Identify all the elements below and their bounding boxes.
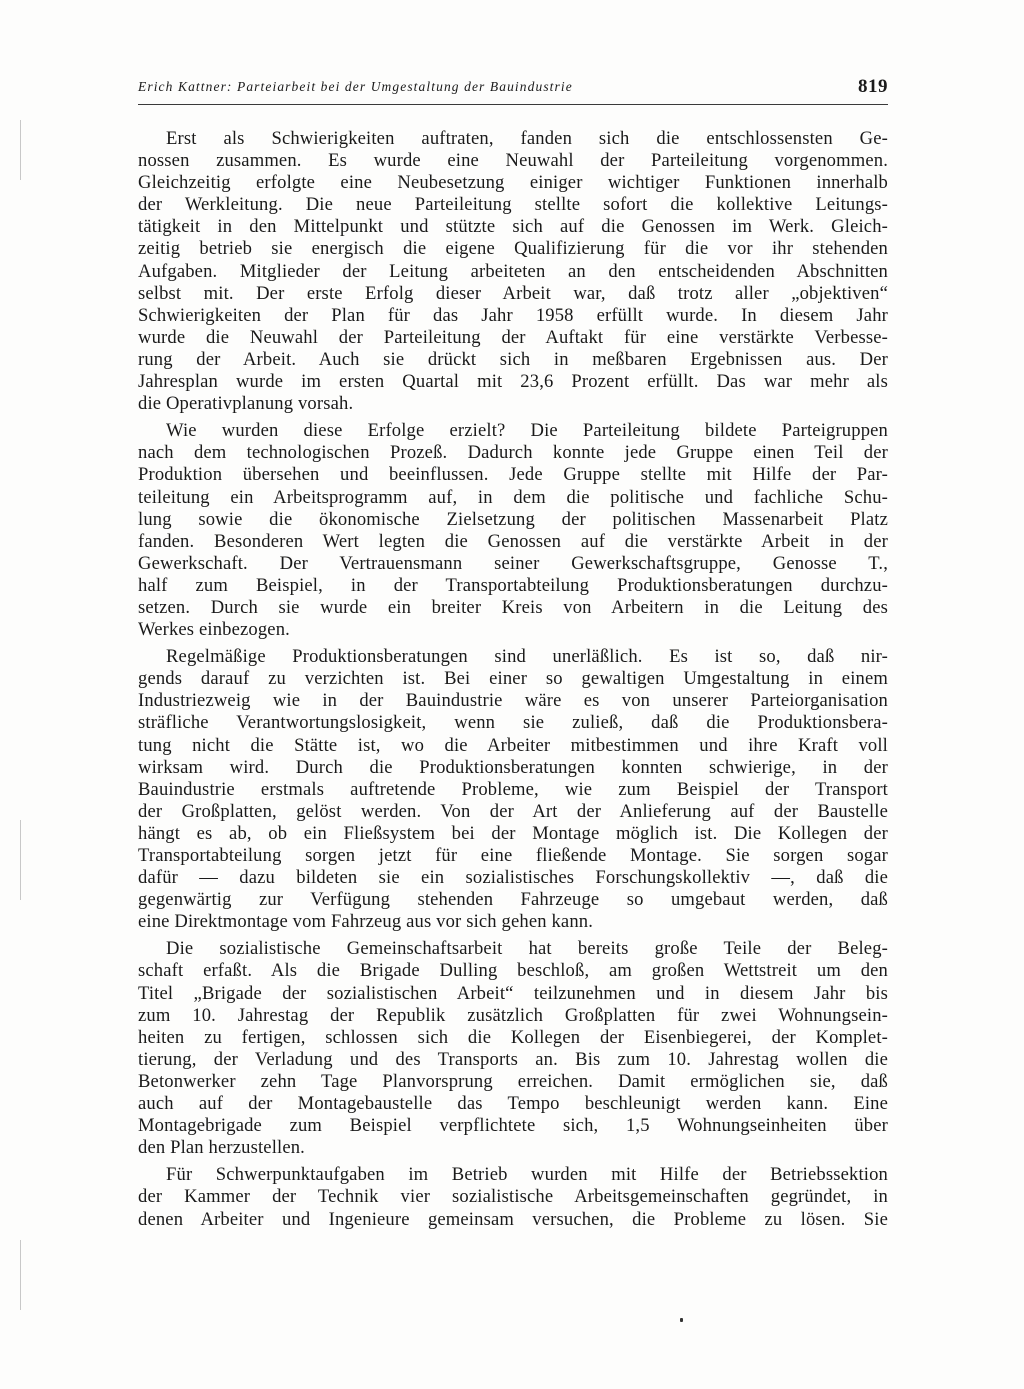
text-line: setzen. Durch sie wurde ein breiter Kreis von Arbeitern in die Leitung des	[138, 596, 888, 618]
text-line: sträfliche Verantwortungslosigkeit, wenn sie zuließ, daß die Produktionsbera-	[138, 712, 888, 734]
body-text	[138, 128, 888, 1231]
text-line: heiten zu fertigen, schlossen sich die Kollegen der Eisenbiegerei, der Komplet-	[138, 1026, 888, 1048]
text-line: auch auf der Montagebaustelle das Tempo beschleunigt werden kann. Eine	[138, 1093, 888, 1115]
page-number: 819	[858, 76, 888, 97]
text-line: nossen zusammen. Es wurde eine Neuwahl der Parteileitung vorgenommen.	[138, 150, 888, 172]
text-line: Produktion übersehen und beeinflussen. Jede Gruppe stellte mit Hilfe der Par-	[138, 464, 888, 486]
text-line: tierung, der Verladung und des Transports an. Bis zum 10. Jahrestag wollen die	[138, 1048, 888, 1070]
running-header-title: Erich Kattner: Parteiarbeit bei der Umgestaltung der Bauindustrie	[138, 79, 573, 94]
text-line: Jahresplan wurde im ersten Quartal mit 23,6 Prozent erfüllt. Das war mehr als	[138, 371, 888, 393]
text-line: schaft erfaßt. Als die Brigade Dulling beschloß, am großen Wettstreit um den	[138, 960, 888, 982]
text-line: rung der Arbeit. Auch sie drückt sich in meßbaren Ergebnissen aus. Der	[138, 348, 888, 370]
text-line: denen Arbeiter und Ingenieure gemeinsam versuchen, die Probleme zu lösen. Sie	[138, 1208, 888, 1230]
text-line: Betonwerker zehn Tage Planvorsprung erreichen. Damit ermöglichen sie, daß	[138, 1070, 888, 1092]
paragraph	[138, 128, 888, 415]
text-line: wirksam wird. Durch die Produktionsberatungen konnten schwierige, in der	[138, 756, 888, 778]
text-line: Regelmäßige Produktionsberatungen sind unerläßlich. Es ist so, daß nir-	[166, 646, 888, 668]
text-line: tung nicht die Stätte ist, wo die Arbeiter mitbestimmen und ihre Kraft voll	[138, 734, 888, 756]
text-line: zeitig betrieb sie energisch die eigene Qualifizierung für die vor ihr stehenden	[138, 238, 888, 260]
text-line: Für Schwerpunktaufgaben im Betrieb wurden mit Hilfe der Betriebssektion	[166, 1164, 888, 1186]
text-line: half zum Beispiel, in der Transportabteilung Produktionsberatungen durchzu-	[138, 574, 888, 596]
running-header	[138, 76, 888, 100]
text-line: der Großplatten, gelöst werden. Von der Art der Anlieferung auf der Baustelle	[138, 800, 888, 822]
text-line: Gleichzeitig erfolgte eine Neubesetzung einiger wichtiger Funktionen innerhalb	[138, 172, 888, 194]
paragraph	[138, 1164, 888, 1230]
text-line: fanden. Besonderen Wert legten die Genossen auf die verstärkte Arbeit in der	[138, 530, 888, 552]
text-line: nach dem technologischen Prozeß. Dadurch konnte jede Gruppe einen Teil der	[138, 442, 888, 464]
text-line: hängt es ab, ob ein Fließsystem bei der Montage möglich ist. Die Kollegen der	[138, 822, 888, 844]
text-line: lung sowie die ökonomische Zielsetzung der politischen Massenarbeit Platz	[138, 508, 888, 530]
text-line: den Plan herzustellen.	[138, 1137, 305, 1159]
header-rule	[138, 104, 888, 105]
text-line: Erst als Schwierigkeiten auftraten, fanden sich die entschlossensten Ge-	[166, 128, 888, 149]
paragraph	[138, 420, 888, 641]
text-line: Die sozialistische Gemeinschaftsarbeit hat bereits große Teile der Beleg-	[166, 938, 888, 960]
text-line: Wie wurden diese Erfolge erzielt? Die Parteileitung bildete Parteigruppen	[166, 420, 888, 442]
text-line: gegenwärtig zur Verfügung stehenden Fahrzeuge so umgebaut werden, daß	[138, 889, 888, 911]
text-line: dafür — dazu bildeten sie ein sozialistisches Forschungskollektiv —, daß die	[138, 867, 888, 889]
text-line: Montagebrigade zum Beispiel verpflichtete sich, 1,5 Wohnungseinheiten über	[138, 1115, 888, 1137]
margin-mark	[20, 820, 21, 900]
margin-mark	[20, 1240, 21, 1310]
text-line: Schwierigkeiten der Plan für das Jahr 1958 erfüllt wurde. In diesem Jahr	[138, 304, 888, 326]
text-line: Werkes einbezogen.	[138, 619, 290, 641]
margin-mark	[20, 120, 21, 180]
text-line: teileitung ein Arbeitsprogramm auf, in dem die politische und fachliche Schu-	[138, 486, 888, 508]
text-line: eine Direktmontage vom Fahrzeug aus vor sich gehen kann.	[138, 911, 594, 933]
paragraph	[138, 938, 888, 1159]
paragraph	[138, 646, 888, 933]
text-line: gends darauf zu verzichten ist. Bei einer so gewaltigen Umgestaltung in einem	[138, 668, 888, 690]
text-line: selbst mit. Der erste Erfolg dieser Arbeit war, daß trotz aller „objektiven“	[138, 282, 888, 304]
text-line: der Werkleitung. Die neue Parteileitung stellte sofort die kollektive Leitungs-	[138, 194, 888, 216]
text-line: Industriezweig wie in der Bauindustrie wäre es von unserer Parteiorganisation	[138, 690, 888, 712]
text-line: wurde die Neuwahl der Parteileitung der Auftakt für eine verstärkte Verbesse-	[138, 326, 888, 348]
text-line: Bauindustrie erstmals auftretende Probleme, wie zum Beispiel der Transport	[138, 778, 888, 800]
text-line: der Kammer der Technik vier sozialistische Arbeitsgemeinschaften gegründet, in	[138, 1186, 888, 1208]
print-speck	[680, 1318, 683, 1322]
text-line: die Operativplanung vorsah.	[138, 393, 354, 415]
text-line: Titel „Brigade der sozialistischen Arbeit“ teilzunehmen und in diesem Jahr bis	[138, 982, 888, 1004]
text-line: Aufgaben. Mitglieder der Leitung arbeiteten an den entscheidenden Abschnitten	[138, 260, 888, 282]
text-line: Gewerkschaft. Der Vertrauensmann seiner Gewerkschaftsgruppe, Genosse T.,	[138, 552, 888, 574]
text-line: tätigkeit in den Mittelpunkt und stützte sich auf die Genossen im Werk. Gleich-	[138, 216, 888, 238]
text-line: zum 10. Jahrestag der Republik zusätzlich Großplatten für zwei Wohnungsein-	[138, 1004, 888, 1026]
text-line: Transportabteilung sorgen jetzt für eine fließende Montage. Sie sorgen sogar	[138, 845, 888, 866]
